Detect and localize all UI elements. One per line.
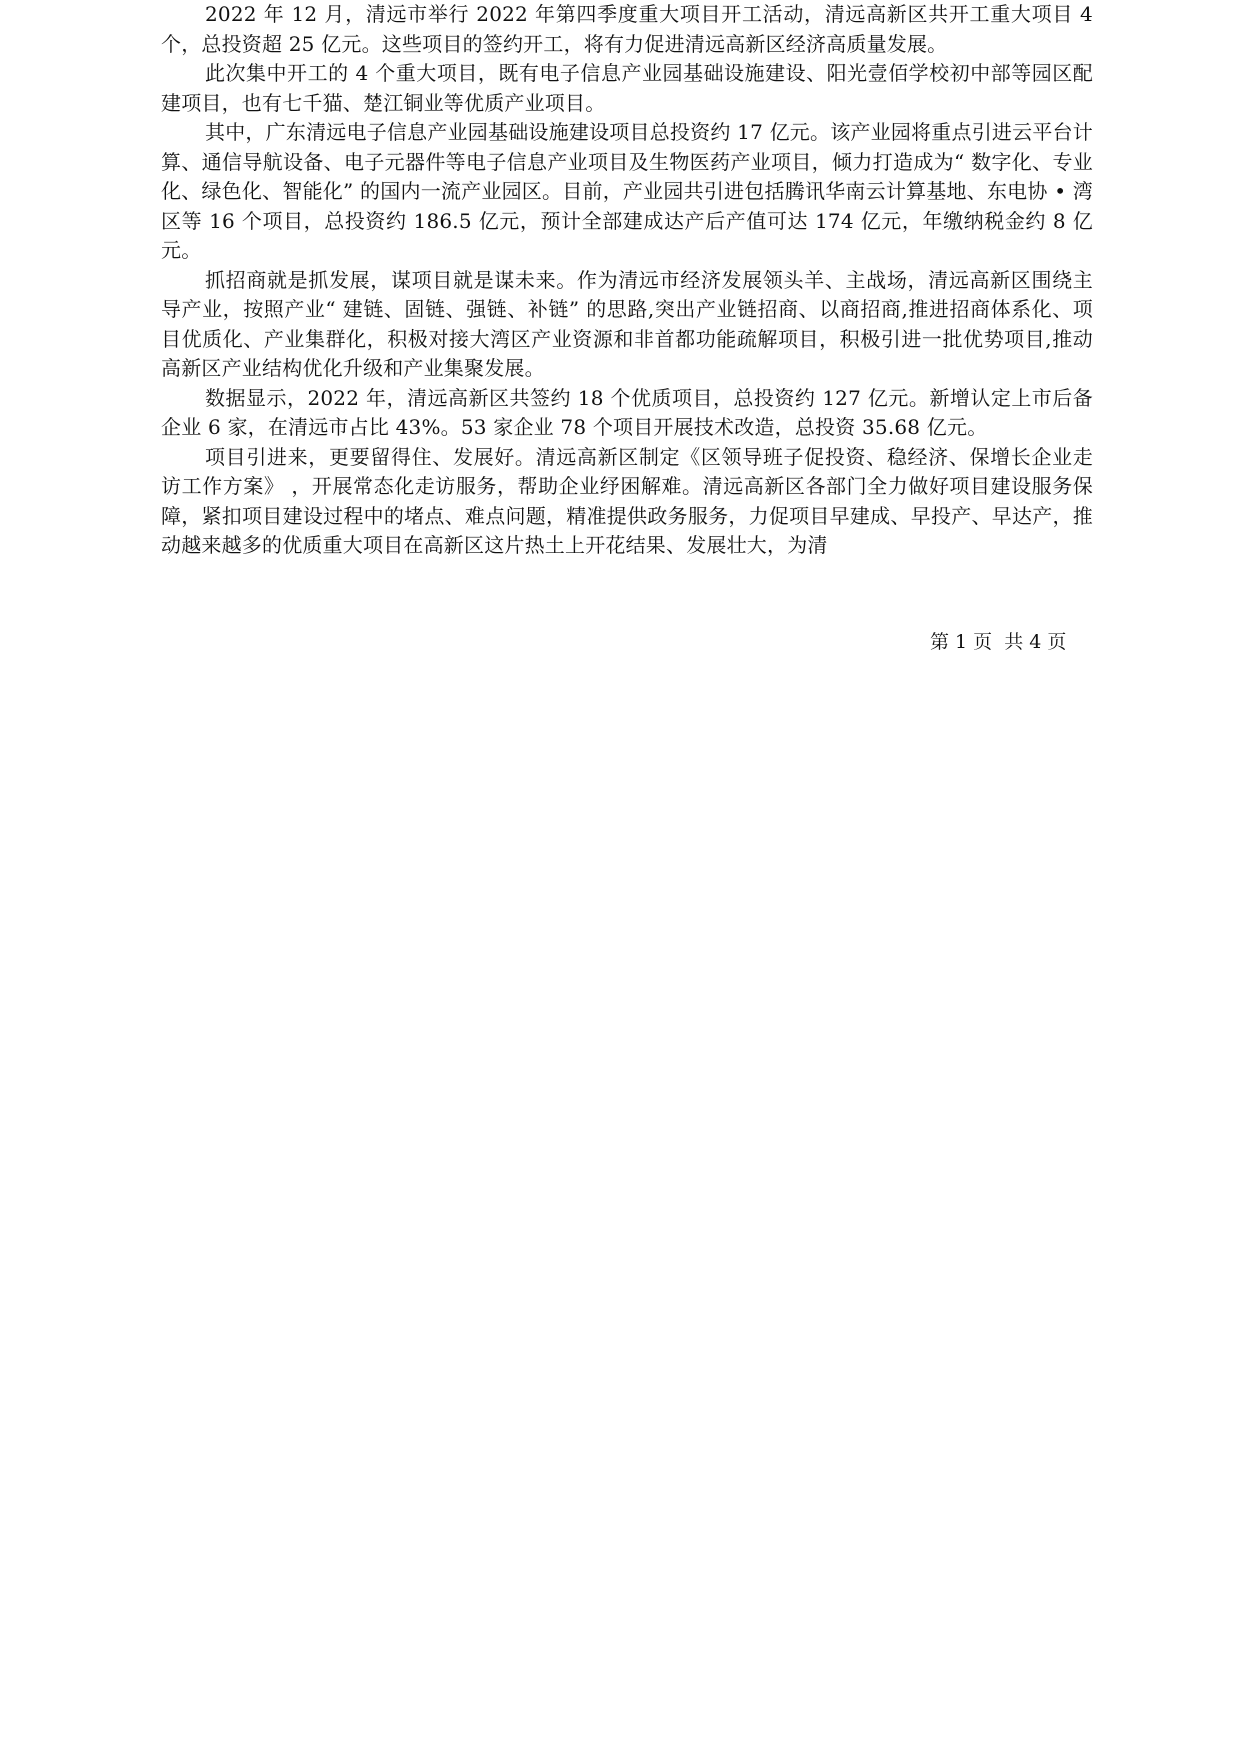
paragraph: 数据显示，2022 年，清远高新区共签约 18 个优质项目，总投资约 127 亿元。新增认定上市后备企业 6 家，在清远市占比 43%。53 家企业 78 个项目开展技术改造，总投资 35.68 亿元。 (161, 385, 1093, 439)
paragraph: 此次集中开工的 4 个重大项目，既有电子信息产业园基础设施建设、阳光壹佰学校初中部等园区配建项目，也有七千猫、楚江铜业等优质产业项目。 (161, 61, 1093, 115)
paragraph: 2022 年 12 月，清远市举行 2022 年第四季度重大项目开工活动，清远高新区共开工重大项目 4 个，总投资超 25 亿元。这些项目的签约开工，将有力促进清远高新区经济高质量发展。 (161, 2, 1093, 56)
paragraph: 抓招商就是抓发展，谋项目就是谋未来。作为清远市经济发展领头羊、主战场，清远高新区围绕主导产业，按照产业“ 建链、固链、强链、补链” 的思路,突出产业链招商、以商招商,推进招商体系化、项目优质化、产业集群化，积极对接大湾区产业资源和非首都功能疏解项目，积极引进一批优势项目,推动高新区产业结构优化升级和产业集聚发展。 (161, 267, 1093, 380)
document-body (161, 0, 1093, 561)
page-footer: 第 1 页 共 4 页 (930, 631, 1067, 653)
paragraph: 其中，广东清远电子信息产业园基础设施建设项目总投资约 17 亿元。该产业园将重点引进云平台计算、通信导航设备、电子元器件等电子信息产业项目及生物医药产业项目，倾力打造成为“ 数字化、专业化、绿色化、智能化” 的国内一流产业园区。目前，产业园共引进包括腾讯华南云计算基地、东电协 • 湾区等 16 个项目，总投资约 186.5 亿元，预计全部建成达产后产值可达 174 亿元，年缴纳税金约 8 亿元。 (161, 120, 1093, 262)
paragraph: 项目引进来，更要留得住、发展好。清远高新区制定《区领导班子促投资、稳经济、保增长企业走访工作方案》 ，开展常态化走访服务，帮助企业纾困解难。清远高新区各部门全力做好项目建设服务保障，紧扣项目建设过程中的堵点、难点问题，精准提供政务服务，力促项目早建成、早投产、早达产，推动越来越多的优质重大项目在高新区这片热土上开花结果、发展壮大，为清 (161, 444, 1093, 557)
